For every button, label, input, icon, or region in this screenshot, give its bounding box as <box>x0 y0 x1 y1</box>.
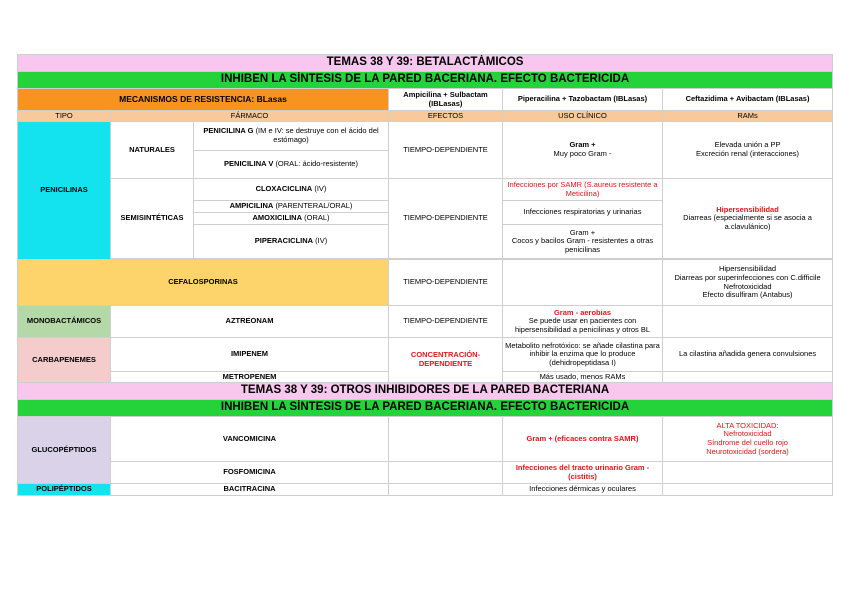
uso-piperaciclina-line-1: Gram + <box>569 227 596 237</box>
rams-naturales-line-1: Elevada unión a PP <box>714 140 781 150</box>
resistance-combo-2: Piperacilina + Tazobactam (IBLasas) <box>503 89 663 111</box>
header-efectos: EFECTOS <box>389 111 503 122</box>
farmaco-fosfomicina: FOSFOMICINA <box>111 462 389 484</box>
rams-vancomicina-line-4: Neurotoxicidad (sordera) <box>706 446 789 456</box>
uso-cloxaciclina: Infecciones por SAMR (S.aureus resistente a Meticilina) <box>503 179 663 201</box>
rams-cefalosporinas-line-1: Hipersensibilidad <box>718 264 777 274</box>
rams-semisinteticas-line-1: Hipersensibilidad <box>716 204 779 214</box>
section2-subtitle: INHIBEN LA SÍNTESIS DE LA PARED BACERIANA. EFECTO BACTERICIDA <box>18 400 833 417</box>
rams-monobactamicos <box>663 306 833 338</box>
uso-metropenem: Más usado, menos RAMs <box>503 372 663 383</box>
tipo-glucopeptidos: GLUCOPÉPTIDOS <box>18 417 111 484</box>
uso-monobactamicos <box>503 306 663 338</box>
farmaco-cloxaciclina <box>194 179 389 201</box>
amoxicilina-note: (ORAL) <box>304 213 330 223</box>
penicilina-v-note: (ORAL: ácido-resistente) <box>275 159 358 169</box>
uso-ampicilina-amoxicilina: Infecciones respiratorias y urinarias <box>503 201 663 225</box>
ampicilina-name: AMPICILINA <box>229 201 274 211</box>
uso-monobactamicos-line-2: Se puede usar en pacientes con hipersensibilidad a penicilinas y otros BL <box>514 316 651 334</box>
efecto-vancomicina <box>389 417 503 462</box>
farmaco-aztreonam: AZTREONAM <box>111 306 389 338</box>
farmaco-imipenem: IMIPENEM <box>111 338 389 372</box>
farmaco-vancomicina: VANCOMICINA <box>111 417 389 462</box>
ampicilina-note: (PARENTERAL/ORAL) <box>275 201 353 211</box>
penicilina-v-name: PENICILINA V <box>224 159 274 169</box>
rams-semisinteticas-line-2: Diarreas (especialmente si se asocia a a.clavulánico) <box>683 213 812 231</box>
rams-cefalosporinas-line-4: Efecto disulfiram (Antabus) <box>702 290 793 300</box>
cloxaciclina-note: (IV) <box>314 184 327 194</box>
piperaciclina-note: (IV) <box>315 236 328 246</box>
uso-vancomicina: Gram + (eficaces contra SAMR) <box>503 417 663 462</box>
rams-vancomicina <box>663 417 833 462</box>
tipo-carbapenemes: CARBAPENEMES <box>18 338 111 383</box>
uso-piperaciclina <box>503 225 663 259</box>
section2-title: TEMAS 38 Y 39: OTROS INHIBIDORES DE LA PARED BACTERIANA <box>18 383 833 400</box>
resistance-combo-3: Ceftazidima + Avibactam (IBLasas) <box>663 89 833 111</box>
efecto-cefalosporinas: TIEMPO-DEPENDIENTE <box>389 260 503 306</box>
tipo-monobactamicos: MONOBACTÁMICOS <box>18 306 111 338</box>
rams-naturales <box>663 122 833 179</box>
uso-fosfomicina: Infecciones del tracto urinario Gram - (cistitis) <box>503 462 663 484</box>
efecto-carbapenemes: CONCENTRACIÓN-DEPENDIENTE <box>389 338 503 383</box>
uso-naturales-line-1: Gram + <box>569 140 596 150</box>
uso-naturales <box>503 122 663 179</box>
tipo-cefalosporinas: CEFALOSPORINAS <box>18 260 389 306</box>
farmaco-metropenem: METROPENEM <box>111 372 389 383</box>
uso-monobactamicos-line-1: Gram - aerobias <box>553 307 612 317</box>
cloxaciclina-name: CLOXACICLINA <box>255 184 313 194</box>
farmaco-amoxicilina <box>194 213 389 225</box>
rams-cefalosporinas-line-2: Diarreas por superinfecciones con C.difficile <box>674 272 821 282</box>
piperaciclina-name: PIPERACICLINA <box>254 236 314 246</box>
rams-cefalosporinas-line-3: Nefrotoxicidad <box>723 281 772 291</box>
farmaco-piperaciclina <box>194 225 389 259</box>
penicilina-g-note: (IM e IV: se destruye con el ácido del estómago) <box>255 126 379 144</box>
uso-naturales-line-2: Muy poco Gram - <box>553 149 612 158</box>
rams-vancomicina-line-3: Síndrome del cuello rojo <box>707 438 788 447</box>
farmaco-bacitracina: BACITRACINA <box>111 484 389 496</box>
header-rams: RAMs <box>663 111 833 122</box>
subtipo-semisinteticas: SEMISINTÉTICAS <box>111 179 194 259</box>
uso-bacitracina: Infecciones dérmicas y oculares <box>503 484 663 496</box>
resistance-combo-1: Ampicilina + Sulbactam (IBLasas) <box>389 89 503 111</box>
resistance-heading: MECANISMOS DE RESISTENCIA: BLasas <box>18 89 389 111</box>
rams-vancomicina-line-2: Nefrotoxicidad <box>723 429 772 439</box>
pharmacology-table <box>17 54 833 496</box>
tipo-penicilinas: PENICILINAS <box>18 122 111 260</box>
rams-bacitracina <box>663 484 833 496</box>
section1-subtitle: INHIBEN LA SÍNTESIS DE LA PARED BACERIANA. EFECTO BACTERICIDA <box>18 72 833 89</box>
rams-fosfomicina <box>663 462 833 484</box>
efecto-monobactamicos: TIEMPO-DEPENDIENTE <box>389 306 503 338</box>
rams-imipenem: La cilastina añadida genera convulsiones <box>663 338 833 372</box>
efecto-fosfomicina <box>389 462 503 484</box>
efecto-semisinteticas: TIEMPO-DEPENDIENTE <box>389 179 503 259</box>
rams-cefalosporinas <box>663 260 833 306</box>
uso-cefalosporinas <box>503 260 663 306</box>
farmaco-penicilina-g <box>194 122 389 151</box>
rams-metropenem <box>663 372 833 383</box>
rams-vancomicina-line-1: ALTA TOXICIDAD: <box>716 420 779 430</box>
farmaco-penicilina-v <box>194 151 389 179</box>
header-uso-clinico: USO CLÍNICO <box>503 111 663 122</box>
amoxicilina-name: AMOXICILINA <box>252 213 303 223</box>
rams-naturales-line-2: Excreción renal (interacciones) <box>696 149 800 158</box>
rams-semisinteticas <box>663 179 833 259</box>
efecto-naturales: TIEMPO-DEPENDIENTE <box>389 122 503 179</box>
tipo-polipeptidos: POLIPÉPTIDOS <box>18 484 111 496</box>
section1-title: TEMAS 38 Y 39: BETALACTÁMICOS <box>18 55 833 72</box>
subtipo-naturales: NATURALES <box>111 122 194 179</box>
uso-imipenem: Metabolito nefrotóxico: se añade cilastina para inhibir la enzima que lo produce (dehidropeptidasa I) <box>503 338 663 372</box>
farmaco-ampicilina <box>194 201 389 213</box>
uso-piperaciclina-line-2: Cocos y bacilos Gram - resistentes a otras penicilinas <box>511 236 654 254</box>
header-tipo: TIPO <box>18 111 111 122</box>
efecto-bacitracina <box>389 484 503 496</box>
header-farmaco: FÁRMACO <box>111 111 389 122</box>
penicilina-g-name: PENICILINA G <box>203 126 254 136</box>
